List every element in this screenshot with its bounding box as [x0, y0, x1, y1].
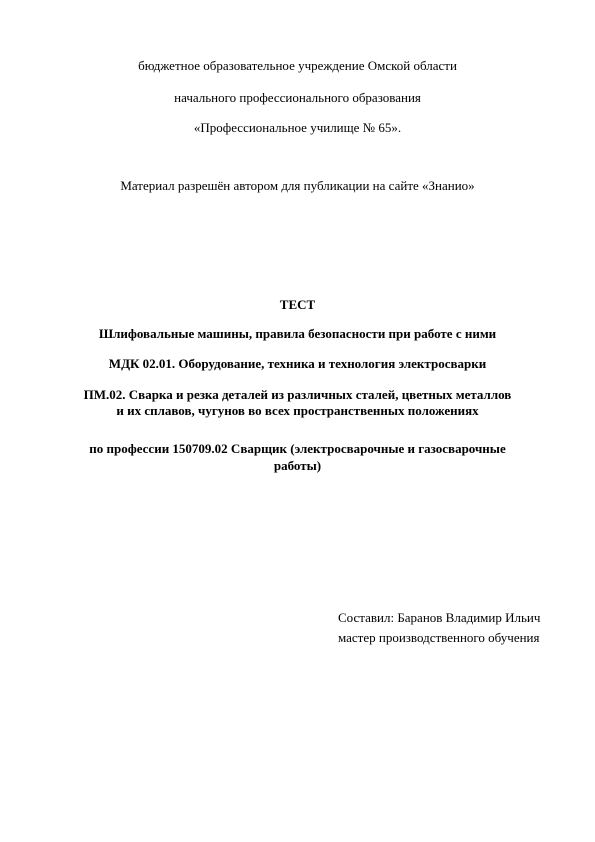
- publication-permission: Материал разрешён автором для публикации на сайте «Знанио»: [120, 178, 475, 193]
- document-title: ТЕСТ: [279, 297, 316, 312]
- profession-line-2: работы): [273, 458, 322, 473]
- author-position: мастер производственного обучения: [338, 630, 540, 645]
- profession-line-1: по профессии 150709.02 Сварщик (электросварочные и газосварочные: [89, 441, 506, 456]
- test-topic: Шлифовальные машины, правила безопасности при работе с ними: [98, 326, 497, 341]
- pm-line-1: ПМ.02. Сварка и резка деталей из различных сталей, цветных металлов: [83, 387, 512, 402]
- institution-line-2: начального профессионального образования: [174, 90, 421, 105]
- pm-line-2: и их сплавов, чугунов во всех пространственных положениях: [116, 403, 479, 418]
- author-name: Составил: Баранов Владимир Ильич: [338, 610, 541, 625]
- institution-line-3: «Профессиональное училище № 65».: [193, 120, 402, 135]
- institution-line-1: бюджетное образовательное учреждение Омской области: [138, 58, 457, 73]
- mdk-line: МДК 02.01. Оборудование, техника и технология электросварки: [108, 356, 487, 371]
